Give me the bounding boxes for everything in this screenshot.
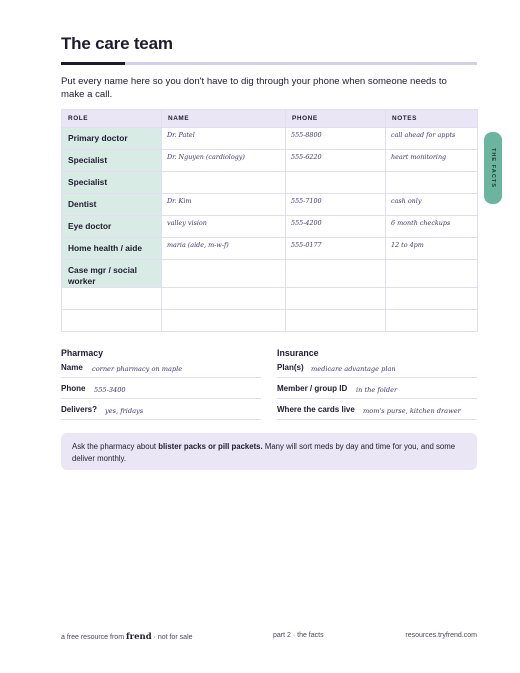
insurance-member-id-field[interactable] xyxy=(277,384,477,399)
phone-cell[interactable] xyxy=(286,172,386,194)
phone-cell[interactable]: 555-4200 xyxy=(286,216,386,238)
notes-cell[interactable] xyxy=(386,310,478,332)
role-cell[interactable] xyxy=(62,288,162,310)
phone-cell[interactable] xyxy=(286,260,386,288)
tip-emphasis: blister packs or pill packets. xyxy=(158,442,263,451)
name-cell[interactable]: maria (aide, m-w-f) xyxy=(162,238,286,260)
column-header-name: NAME xyxy=(162,110,286,128)
notes-cell[interactable]: 6 month checkups xyxy=(386,216,478,238)
footer-url-link[interactable]: resources.tryfrend.com xyxy=(405,632,477,639)
field-label: Phone xyxy=(61,384,86,393)
phone-cell[interactable]: 555-8800 xyxy=(286,128,386,150)
name-cell[interactable] xyxy=(162,172,286,194)
field-value[interactable]: 555-3400 xyxy=(94,386,126,394)
pharmacy-section xyxy=(61,348,261,415)
table-header-row xyxy=(62,110,478,128)
phone-cell[interactable]: 555-7100 xyxy=(286,194,386,216)
phone-cell[interactable]: 555-6220 xyxy=(286,150,386,172)
title-underline-accent xyxy=(61,62,125,65)
role-cell: Case mgr / social worker xyxy=(62,260,162,288)
notes-cell[interactable]: call ahead for appts xyxy=(386,128,478,150)
table-row xyxy=(62,128,478,150)
table-row xyxy=(62,150,478,172)
pharmacy-heading: Pharmacy xyxy=(61,348,104,358)
field-label: Plan(s) xyxy=(277,363,304,372)
field-label: Member / group ID xyxy=(277,384,348,393)
footer-section-label: part 2 · the facts xyxy=(273,632,324,639)
insurance-cards-location-field[interactable] xyxy=(277,405,477,420)
intro-text: Put every name here so you don't have to dig through your phone when someone needs to make a call. xyxy=(61,76,447,100)
name-cell[interactable]: valley vision xyxy=(162,216,286,238)
role-cell[interactable] xyxy=(62,310,162,332)
name-cell[interactable]: Dr. Kim xyxy=(162,194,286,216)
section-tab-label: THE FACTS xyxy=(490,147,497,189)
section-tab-the-facts[interactable] xyxy=(484,132,502,204)
pharmacy-tip-callout xyxy=(61,433,477,470)
title-underline xyxy=(61,62,477,65)
role-cell: Primary doctor xyxy=(62,128,162,150)
footer-credit xyxy=(61,632,193,642)
role-cell: Eye doctor xyxy=(62,216,162,238)
phone-cell[interactable] xyxy=(286,288,386,310)
notes-cell[interactable] xyxy=(386,172,478,194)
pharmacy-phone-field[interactable] xyxy=(61,384,261,399)
brand-logo: frend xyxy=(125,632,152,642)
table-row xyxy=(62,310,478,332)
notes-cell[interactable] xyxy=(386,260,478,288)
field-value[interactable]: in the folder xyxy=(356,386,398,394)
pharmacy-name-field[interactable] xyxy=(61,363,261,378)
role-cell: Home health / aide xyxy=(62,238,162,260)
notes-cell[interactable]: heart monitoring xyxy=(386,150,478,172)
name-cell[interactable]: Dr. Nguyen (cardiology) xyxy=(162,150,286,172)
name-cell[interactable] xyxy=(162,260,286,288)
field-value[interactable]: corner pharmacy on maple xyxy=(92,365,183,373)
phone-cell[interactable]: 555-0177 xyxy=(286,238,386,260)
role-cell: Specialist xyxy=(62,150,162,172)
name-cell[interactable] xyxy=(162,310,286,332)
role-cell: Specialist xyxy=(62,172,162,194)
insurance-heading: Insurance xyxy=(277,348,319,358)
table-row xyxy=(62,238,478,260)
insurance-section xyxy=(277,348,477,415)
insurance-plan-field[interactable] xyxy=(277,363,477,378)
notes-cell[interactable]: 12 to 4pm xyxy=(386,238,478,260)
field-value[interactable]: medicare advantage plan xyxy=(311,365,396,373)
field-value[interactable]: mom's purse, kitchen drawer xyxy=(363,407,461,415)
column-header-phone: PHONE xyxy=(286,110,386,128)
care-team-table xyxy=(61,109,478,332)
role-cell: Dentist xyxy=(62,194,162,216)
table-row xyxy=(62,194,478,216)
column-header-notes: NOTES xyxy=(386,110,478,128)
footer-credit-suffix: · not for sale xyxy=(153,634,193,641)
table-row xyxy=(62,260,478,288)
field-value[interactable]: yes, fridays xyxy=(105,407,144,415)
notes-cell[interactable] xyxy=(386,288,478,310)
notes-cell[interactable]: cash only xyxy=(386,194,478,216)
column-header-role: ROLE xyxy=(62,110,162,128)
field-label: Where the cards live xyxy=(277,405,355,414)
name-cell[interactable] xyxy=(162,288,286,310)
field-label: Delivers? xyxy=(61,405,98,414)
footer-credit-prefix: a free resource from xyxy=(61,634,125,641)
tip-text: Ask the pharmacy about xyxy=(72,442,159,451)
name-cell[interactable]: Dr. Patel xyxy=(162,128,286,150)
tip-text-rest: Many will sort meds by day and time for you, and some deliver monthly. xyxy=(72,442,456,463)
table-row xyxy=(62,172,478,194)
field-label: Name xyxy=(61,363,83,372)
phone-cell[interactable] xyxy=(286,310,386,332)
pharmacy-delivers-field[interactable] xyxy=(61,405,261,420)
table-row xyxy=(62,216,478,238)
table-row xyxy=(62,288,478,310)
page-title: The care team xyxy=(61,34,173,53)
